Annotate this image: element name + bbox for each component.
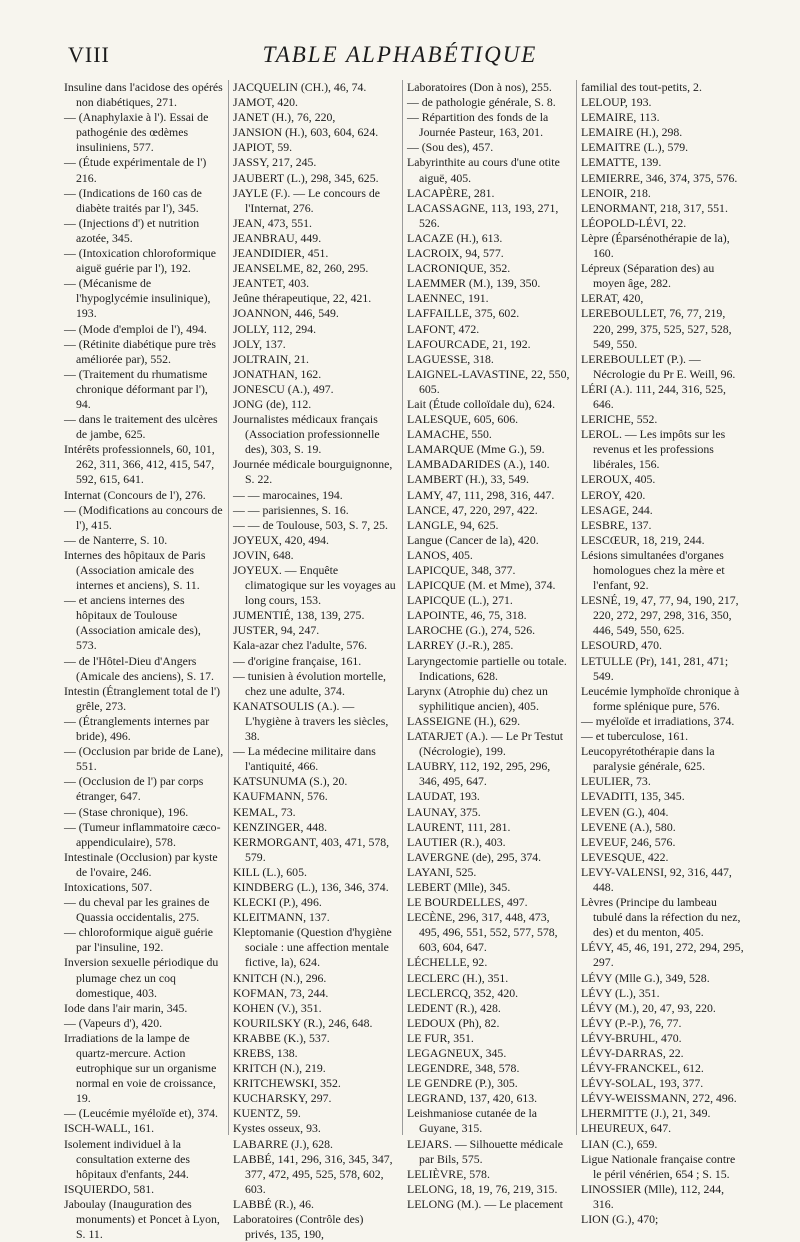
index-entry: KRITCH (N.), 219. xyxy=(233,1061,326,1076)
index-entry: LAROCHE (G.), 274, 526. xyxy=(407,623,536,638)
index-entry: Leishmaniose cutanée de la Guyane, 315. xyxy=(407,1106,538,1136)
index-entry: KREBS, 138. xyxy=(233,1046,298,1060)
index-entry: Lèpre (Éparsénothérapie de la), 160. xyxy=(581,230,730,261)
index-entry: LAUNAY, 375. xyxy=(407,804,481,819)
index-entry: — (Étranglements internes par bride), 496. xyxy=(64,713,210,744)
index-entry: LABBÉ (R.), 46. xyxy=(233,1196,314,1211)
index-entry: LAFOURCADE, 21, 192. xyxy=(407,336,531,351)
index-entry: KOFMAN, 73, 244. xyxy=(233,985,329,1000)
index-entry: LE FUR, 351. xyxy=(407,1030,474,1045)
index-entry: LAURENT, 111, 281. xyxy=(407,819,511,834)
index-entry: JOLY, 137. xyxy=(233,336,286,351)
index-entry: — — de Toulouse, 503, S. 7, 25. xyxy=(233,517,388,532)
index-entry: Kleptomanie (Question d'hygiène sociale : une affection mentale fictive, la), 624. xyxy=(233,925,392,970)
index-entry: Labyrinthite au cours d'une otite aiguë, 405. xyxy=(407,155,560,185)
index-entry: — (Traitement du rhumatisme chronique déformant par l'), 94. xyxy=(64,366,208,411)
index-entry: LÉOPOLD-LÉVI, 22. xyxy=(581,215,687,230)
index-entry: JOVIN, 648. xyxy=(233,547,294,562)
index-entry: Jeûne thérapeutique, 22, 421. xyxy=(233,291,372,306)
index-entry: KLECKI (P.), 496. xyxy=(233,895,322,910)
index-entry: LETULLE (Pr), 141, 281, 471; 549. xyxy=(581,653,729,683)
index-entry: — (Mode d'emploi de l'), 494. xyxy=(64,321,207,336)
index-entry: LAFONT, 472. xyxy=(407,321,480,336)
index-entry: — de Nanterre, S. 10. xyxy=(64,532,168,547)
index-entry: LÉVY, 45, 46, 191, 272, 294, 295, 297. xyxy=(581,940,744,970)
index-entry: LELIÈVRE, 578. xyxy=(407,1166,490,1181)
index-entry: LEMATTE, 139. xyxy=(581,155,662,170)
index-entry: Intoxications, 507. xyxy=(64,879,153,894)
index-entry: LAUBRY, 112, 192, 295, 296, 346, 495, 647. xyxy=(407,759,551,789)
index-entry: — (Occlusion par bride de Lane), 551. xyxy=(64,744,224,774)
index-entry: LAMBERT (H.), 33, 549. xyxy=(407,472,529,487)
page-number: VIII xyxy=(68,42,110,67)
index-entry: LECLERC (H.), 351. xyxy=(407,970,509,985)
index-entry: — La médecine militaire dans l'antiquité, 466. xyxy=(233,744,376,774)
index-entry: LERICHE, 552. xyxy=(581,412,658,427)
index-entry: LHEUREUX, 647. xyxy=(581,1121,672,1136)
index-entry: LHERMITTE (J.), 21, 349. xyxy=(581,1106,711,1121)
index-column-1 xyxy=(60,80,229,1242)
index-entry: — (Rétinite diabétique pure très améliorée par), 552. xyxy=(64,336,217,366)
index-entry: LAFFAILLE, 375, 602. xyxy=(407,306,520,321)
index-entry: LANOS, 405. xyxy=(407,547,473,562)
index-entry: — Répartition des fonds de la Journée Pasteur, 163, 201. xyxy=(407,110,549,140)
index-entry: KOHEN (V.), 351. xyxy=(233,1000,322,1015)
index-entry: Ligue Nationale française contre le péril vénérien, 654 ; S. 15. xyxy=(581,1151,736,1181)
index-entry: LEDOUX (Ph), 82. xyxy=(407,1015,500,1030)
index-entry: — (Modifications au concours de l'), 415. xyxy=(64,502,223,532)
index-entry: LÉVY-SOLAL, 193, 377. xyxy=(581,1076,704,1091)
index-entry: Jaboulay (Inauguration des monuments) et Poncet à Lyon, S. 11. xyxy=(64,1196,220,1242)
index-entry: LESOURD, 470. xyxy=(581,638,662,653)
index-entry: LE GENDRE (P.), 305. xyxy=(407,1076,518,1091)
index-entry: JUSTER, 94, 247. xyxy=(233,623,320,638)
index-entry: JONG (de), 112. xyxy=(233,396,312,411)
index-entry: Larynx (Atrophie du) chez un syphilitique ancien), 405. xyxy=(407,683,548,713)
index-entry: — (Sou des), 457. xyxy=(407,140,494,155)
index-entry: JOYEUX. — Enquête climatogique sur les voyages au long cours, 153. xyxy=(233,563,396,608)
index-entry: LAUTIER (R.), 403. xyxy=(407,834,506,849)
index-entry: LANGLE, 94, 625. xyxy=(407,517,499,532)
index-entry: LESCŒUR, 18, 219, 244. xyxy=(581,532,705,547)
index-entry: — (Mécanisme de l'hypoglycémie insulinique), 193. xyxy=(64,276,211,321)
index-entry: LAYANI, 525. xyxy=(407,864,477,879)
index-entry: LEROL. — Les impôts sur les revenus et les professions libérales, 156. xyxy=(581,427,726,472)
index-entry: KATSUNUMA (S.), 20. xyxy=(233,774,348,789)
index-entry: — et anciens internes des hôpitaux de Toulouse (Association amicale des), 573. xyxy=(64,593,201,653)
index-entry: KILL (L.), 605. xyxy=(233,864,307,879)
index-entry: JAYLE (F.). — Le concours de l'Internat, 276. xyxy=(233,185,381,215)
index-entry: LÉVY (M.), 20, 47, 93, 220. xyxy=(581,1000,716,1015)
index-entry: — (Injections d') et nutrition azotée, 345. xyxy=(64,215,200,245)
index-entry: KUCHARSKY, 297. xyxy=(233,1091,332,1106)
index-entry: LAIGNEL-LAVASTINE, 22, 550, 605. xyxy=(407,366,570,396)
index-entry: LAENNEC, 191. xyxy=(407,291,489,306)
index-entry: Lèvres (Principe du lambeau tubulé dans la réfection du nez, des) et du menton, 405. xyxy=(581,895,741,940)
index-entry: Lait (Étude colloïdale du), 624. xyxy=(407,396,556,411)
index-entry: LENORMANT, 218, 317, 551. xyxy=(581,200,728,215)
index-entry: — tunisien à évolution mortelle, chez une adulte, 374. xyxy=(233,668,387,698)
index-entry: JAMOT, 420. xyxy=(233,95,298,110)
index-entry: — — parisiennes, S. 16. xyxy=(233,502,349,517)
index-entry: LÉVY-BRUHL, 470. xyxy=(581,1030,682,1045)
index-entry: JONESCU (A.), 497. xyxy=(233,381,334,396)
index-entry: JOLTRAIN, 21. xyxy=(233,351,309,366)
index-entry: LAMBADARIDES (A.), 140. xyxy=(407,457,550,472)
index-entry: LACRONIQUE, 352. xyxy=(407,261,511,276)
index-entry: KENZINGER, 448. xyxy=(233,819,328,834)
index-entry: — (Stase chronique), 196. xyxy=(64,804,189,819)
index-entry: KERMORGANT, 403, 471, 578, 579. xyxy=(233,834,390,864)
index-entry: LÉCHELLE, 92. xyxy=(407,955,488,970)
index-entry: LION (G.), 470; xyxy=(581,1212,659,1227)
index-entry: LENOIR, 218. xyxy=(581,185,651,200)
index-entry: LEMAITRE (L.), 579. xyxy=(581,140,689,155)
index-column-2 xyxy=(229,80,403,1242)
index-entry: LAVERGNE (de), 295, 374. xyxy=(407,849,542,864)
index-entry: LECLERCQ, 352, 420. xyxy=(407,985,519,1000)
index-entry: KUENTZ, 59. xyxy=(233,1106,301,1121)
index-entry: LEMIERRE, 346, 374, 375, 576. xyxy=(581,170,738,185)
index-entry: LEULIER, 73. xyxy=(581,774,651,789)
index-entry: LALESQUE, 605, 606. xyxy=(407,412,519,427)
index-entry: — (Anaphylaxie à l'). Essai de pathogénie des œdèmes insuliniens, 577. xyxy=(64,110,209,155)
index-entry: LIAN (C.), 659. xyxy=(581,1136,658,1151)
index-entry: KLEITMANN, 137. xyxy=(233,910,330,925)
index-entry: Isolement individuel à la consultation externe des hôpitaux d'enfants, 244. xyxy=(64,1136,191,1181)
index-entry: — (Occlusion de l') par corps étranger, 647. xyxy=(64,774,204,804)
index-entry: JASSY, 217, 245. xyxy=(233,155,317,170)
index-entry: LASSEIGNE (H.), 629. xyxy=(407,713,521,728)
index-entry: LEBERT (Mlle), 345. xyxy=(407,879,511,894)
index-entry: LEREBOULLET (P.). — Nécrologie du Pr E. Weill, 96. xyxy=(581,351,736,381)
index-entry: LÉRI (A.). 111, 244, 316, 525, 646. xyxy=(581,381,726,411)
index-entry: Leucémie lymphoïde chronique à forme splénique pure, 576. xyxy=(581,683,740,713)
index-entry: LELONG, 18, 19, 76, 219, 315. xyxy=(407,1181,558,1196)
index-entry: JANSION (H.), 603, 604, 624. xyxy=(233,125,379,140)
index-entry: Journée médicale bourguignonne, S. 22. xyxy=(233,457,393,487)
index-entry: LAUDAT, 193. xyxy=(407,789,480,804)
index-entry: — (Leucémie myéloïde et), 374. xyxy=(64,1106,218,1121)
index-entry: LECÈNE, 296, 317, 448, 473, 495, 496, 551, 552, 577, 578, 603, 604, 647. xyxy=(407,910,558,955)
index-entry: — de l'Hôtel-Dieu d'Angers (Amicale des anciens), S. 17. xyxy=(64,653,214,683)
index-entry: JAUBERT (L.), 298, 345, 625. xyxy=(233,170,379,185)
index-entry: LELOUP, 193. xyxy=(581,95,652,110)
index-entry: JOLLY, 112, 294. xyxy=(233,321,317,336)
index-entry: JEANDIDIER, 451. xyxy=(233,246,329,261)
index-entry: LEDENT (R.), 428. xyxy=(407,1000,501,1015)
index-entry: Kystes osseux, 93. xyxy=(233,1121,321,1136)
index-entry: Laryngectomie partielle ou totale. Indications, 628. xyxy=(407,653,567,683)
index-entry: Irradiations de la lampe de quartz-mercure. Action eutrophique sur un organisme normal en voie de croissance, 19. xyxy=(64,1030,217,1106)
index-entry: LESBRE, 137. xyxy=(581,517,652,532)
index-entry: LACASSAGNE, 113, 193, 271, 526. xyxy=(407,200,559,230)
index-entry: — de pathologie générale, S. 8. xyxy=(407,95,556,110)
index-entry: — d'origine française, 161. xyxy=(233,653,362,668)
index-entry: ISQUIERDO, 581. xyxy=(64,1181,155,1196)
index-entry: — dans le traitement des ulcères de jambe, 625. xyxy=(64,412,218,442)
index-entry: Laboratoires (Contrôle des) privés, 135, 190, xyxy=(233,1212,364,1242)
index-entry: LELONG (M.). — Le placement xyxy=(407,1196,563,1211)
index-entry: LAMARQUE (Mme G.), 59. xyxy=(407,442,545,457)
index-entry: Intestin (Étranglement total de l') grêle, 273. xyxy=(64,683,221,713)
index-entry: LABBÉ, 141, 296, 316, 345, 347, 377, 472, 495, 525, 578, 602, 603. xyxy=(233,1151,393,1196)
index-entry: LATARJET (A.). — Le Pr Testut (Nécrologie), 199. xyxy=(407,729,564,759)
index-entry: — myéloïde et irradiations, 374. xyxy=(581,713,735,728)
index-entry: — (Tumeur inflammatoire cæco-appendiculaire), 578. xyxy=(64,819,221,849)
index-entry: — — marocaines, 194. xyxy=(233,487,343,502)
index-entry: JEANSELME, 82, 260, 295. xyxy=(233,261,369,276)
index-entry: LACAZE (H.), 613. xyxy=(407,230,503,245)
index-entry: ISCH-WALL, 161. xyxy=(64,1121,155,1136)
index-entry: LEGENDRE, 348, 578. xyxy=(407,1061,520,1076)
index-entry: LAPOINTE, 46, 75, 318. xyxy=(407,608,527,623)
index-entry: LINOSSIER (Mlle), 112, 244, 316. xyxy=(581,1181,725,1211)
index-entry: JOYEUX, 420, 494. xyxy=(233,532,330,547)
index-entry: LEMAIRE (H.), 298. xyxy=(581,125,683,140)
index-entry: LEROUX, 405. xyxy=(581,472,656,487)
index-entry: LABARRE (J.), 628. xyxy=(233,1136,333,1151)
index-entry: KANATSOULIS (A.). — L'hygiène à travers les siècles, 38. xyxy=(233,698,389,744)
index-entry: — (Vapeurs d'), 420. xyxy=(64,1015,163,1030)
index-entry: JEANBRAU, 449. xyxy=(233,230,322,245)
index-entry: — (Intoxication chloroformique aiguë guérie par l'), 192. xyxy=(64,246,217,276)
index-entry: LERAT, 420, xyxy=(581,291,644,306)
index-entry: JUMENTIÉ, 138, 139, 275. xyxy=(233,608,365,623)
index-entry: LAPICQUE (M. et Mme), 374. xyxy=(407,578,556,593)
index-entry: LEGRAND, 137, 420, 613. xyxy=(407,1091,538,1106)
index-entry: JEANTET, 403. xyxy=(233,276,310,291)
index-entry: LEJARS. — Silhouette médicale par Bils, 575. xyxy=(407,1136,563,1166)
index-entry: Inversion sexuelle périodique du plumage chez un coq domestique, 403. xyxy=(64,955,219,1000)
index-entry: LEREBOULLET, 76, 77, 219, 220, 299, 375, 525, 527, 528, 549, 550. xyxy=(581,306,732,351)
index-entry: LAPICQUE, 348, 377. xyxy=(407,563,516,577)
index-entry: — (Étude expérimentale de l') 216. xyxy=(64,155,207,185)
index-entry: LÉVY-FRANCKEL, 612. xyxy=(581,1061,704,1076)
index-entry: LEROY, 420. xyxy=(581,487,646,502)
index-entry: — chloroformique aiguë guérie par l'insuline, 192. xyxy=(64,925,214,955)
index-entry: LEVEN (G.), 404. xyxy=(581,804,669,819)
index-entry: LAMACHE, 550. xyxy=(407,427,492,442)
index-entry: familial des tout-petits, 2. xyxy=(581,80,702,94)
index-entry: LACROIX, 94, 577. xyxy=(407,246,504,261)
index-entry: Internat (Concours de l'), 276. xyxy=(64,487,206,502)
index-entry: Leucopyrétothérapie dans la paralysie générale, 625. xyxy=(581,744,715,774)
index-entry: Langue (Cancer de la), 420. xyxy=(407,532,539,547)
index-entry: LÉVY (Mlle G.), 349, 528. xyxy=(581,970,710,985)
index-entry: JONATHAN, 162. xyxy=(233,366,322,381)
index-entry: JEAN, 473, 551. xyxy=(233,215,312,230)
index-entry: LEGAGNEUX, 345. xyxy=(407,1046,507,1060)
index-entry: JOANNON, 446, 549. xyxy=(233,306,339,321)
index-entry: LEVEUF, 246, 576. xyxy=(581,834,676,849)
index-entry: KOURILSKY (R.), 246, 648. xyxy=(233,1015,373,1030)
index-entry: LESNÉ, 19, 47, 77, 94, 190, 217, 220, 272, 297, 298, 316, 350, 446, 549, 550, 625. xyxy=(581,593,739,638)
index-entry: LEVY-VALENSI, 92, 316, 447, 448. xyxy=(581,864,732,894)
page-header xyxy=(50,38,750,68)
index-entry: Kala-azar chez l'adulte, 576. xyxy=(233,638,368,653)
index-entry: KNITCH (N.), 296. xyxy=(233,970,327,985)
index-entry: JAPIOT, 59. xyxy=(233,140,293,155)
index-entry: JACQUELIN (CH.), 46, 74. xyxy=(233,80,367,94)
index-entry: Internes des hôpitaux de Paris (Association amicale des internes et anciens), S. 11. xyxy=(64,547,206,593)
index-entry: KAUFMANN, 576. xyxy=(233,789,328,804)
index-column-3 xyxy=(403,80,577,1211)
index-entry: Lépreux (Séparation des) au moyen âge, 282. xyxy=(581,261,715,291)
index-entry: LAEMMER (M.), 139, 350. xyxy=(407,276,541,291)
index-entry: LEMAIRE, 113. xyxy=(581,110,660,125)
index-entry: LÉVY-DARRAS, 22. xyxy=(581,1046,684,1060)
index-entry: LEVADITI, 135, 345. xyxy=(581,789,685,804)
running-title: TABLE ALPHABÉTIQUE xyxy=(262,42,538,67)
index-entry: LACAPÈRE, 281. xyxy=(407,185,495,200)
index-entry: Journalistes médicaux français (Association professionnelle des), 303, S. 19. xyxy=(233,412,380,457)
index-entry: LE BOURDELLES, 497. xyxy=(407,895,528,910)
index-entry: — du cheval par les graines de Quassia occidentalis, 275. xyxy=(64,895,210,925)
index-entry: KEMAL, 73. xyxy=(233,804,296,819)
index-entry: LARREY (J.-R.), 285. xyxy=(407,638,514,653)
index-entry: Intérêts professionnels, 60, 101, 262, 311, 366, 412, 415, 547, 592, 615, 641. xyxy=(64,442,215,487)
index-entry: LEVESQUE, 422. xyxy=(581,849,669,864)
index-entry: LAGUESSE, 318. xyxy=(407,351,494,366)
index-column-4 xyxy=(577,80,750,1227)
index-entry: JANET (H.), 76, 220, xyxy=(233,110,336,125)
index-entry: Intestinale (Occlusion) par kyste de l'ovaire, 246. xyxy=(64,849,218,879)
index-entry: LÉVY-WEISSMANN, 272, 496. xyxy=(581,1091,737,1106)
index-entry: LAMY, 47, 111, 298, 316, 447. xyxy=(407,487,555,502)
index-entry: Lésions simultanées d'organes homologues chez la mère et l'enfant, 92. xyxy=(581,547,725,593)
index-entry: Iode dans l'air marin, 345. xyxy=(64,1000,188,1015)
index-entry: LÉVY (L.), 351. xyxy=(581,985,660,1000)
index-entry: LÉVY (P.-P.), 76, 77. xyxy=(581,1015,682,1030)
index-entry: KRABBE (K.), 537. xyxy=(233,1030,330,1045)
index-entry: LAPICQUE (L.), 271. xyxy=(407,593,513,608)
index-entry: Insuline dans l'acidose des opérés non diabétiques, 271. xyxy=(64,80,223,110)
index-entry: — et tuberculose, 161. xyxy=(581,729,689,744)
index-entry: LANCE, 47, 220, 297, 422. xyxy=(407,502,538,517)
index-entry: LESAGE, 244. xyxy=(581,502,653,517)
index-entry: — (Indications de 160 cas de diabète traités par l'), 345. xyxy=(64,185,202,215)
index-entry: KINDBERG (L.), 136, 346, 374. xyxy=(233,879,389,894)
index-entry: Laboratoires (Don à nos), 255. xyxy=(407,80,552,94)
index-entry: LEVENE (A.), 580. xyxy=(581,819,676,834)
index-entry: KRITCHEWSKI, 352. xyxy=(233,1076,341,1091)
index-columns xyxy=(60,80,760,1242)
